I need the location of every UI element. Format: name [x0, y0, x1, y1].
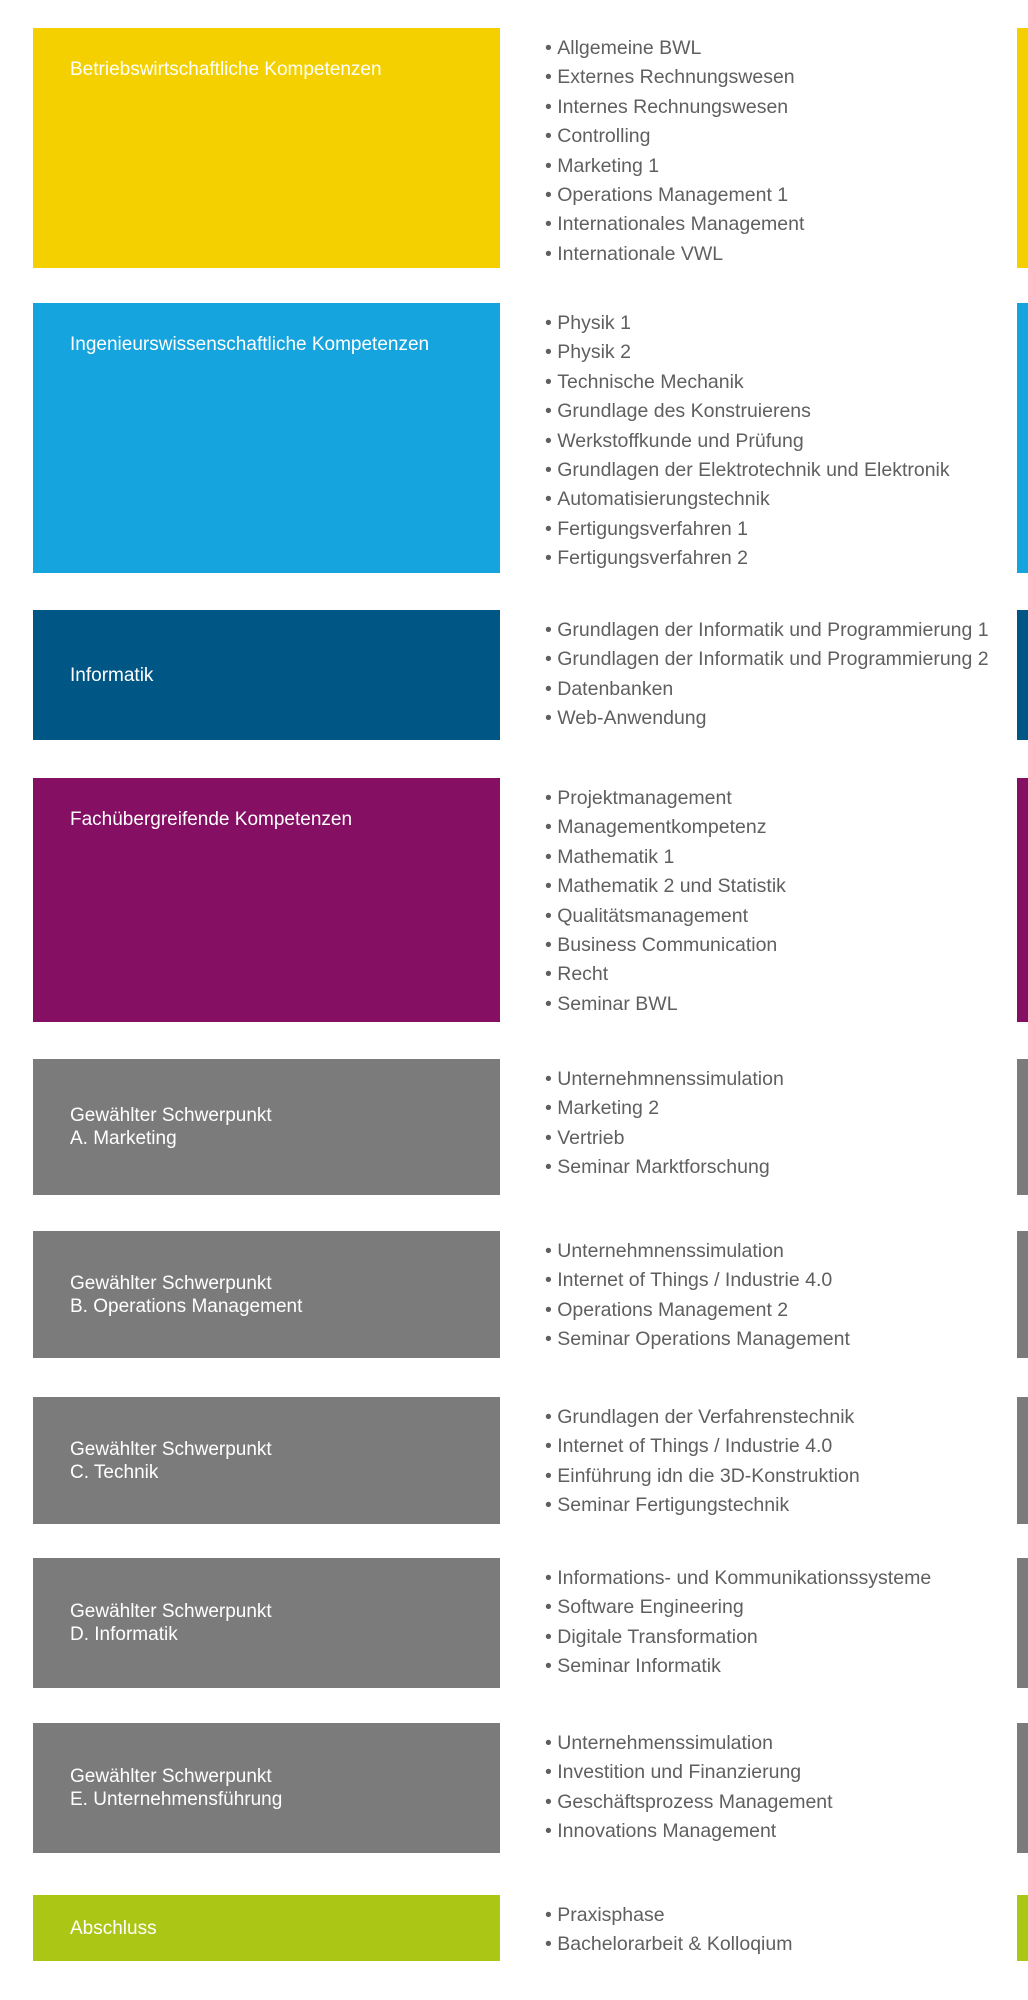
- module-group-title: Abschluss: [70, 1917, 157, 1939]
- edge-color-bar: [1017, 1558, 1028, 1688]
- module-item: • Investition und Finanzierung: [545, 1758, 833, 1787]
- module-item: • Software Engineering: [545, 1593, 931, 1622]
- module-item: • Mathematik 1: [545, 843, 786, 872]
- module-item: • Unternehmnenssimulation: [545, 1065, 784, 1094]
- module-item: • Seminar Marktforschung: [545, 1153, 784, 1182]
- module-item: • Business Communication: [545, 931, 786, 960]
- module-item: • Marketing 1: [545, 152, 804, 181]
- module-item: • Informations- und Kommunikationssysteme: [545, 1564, 931, 1593]
- module-group-title: Ingenieurswissenschaftliche Kompetenzen: [70, 334, 430, 355]
- module-item: • Seminar Fertigungstechnik: [545, 1491, 860, 1520]
- module-group-title: Betriebswirtschaftliche Kompetenzen: [70, 59, 382, 80]
- edge-color-bar: [1017, 610, 1028, 740]
- module-list: [545, 784, 786, 1019]
- module-item: • Controlling: [545, 122, 804, 151]
- module-item: • Technische Mechanik: [545, 368, 950, 397]
- edge-color-bar: [1017, 1397, 1028, 1524]
- module-list: [545, 1901, 792, 1960]
- edge-color-bar: [1017, 28, 1028, 268]
- edge-color-bar: [1017, 303, 1028, 573]
- module-group-box: [33, 28, 500, 268]
- module-item: • Praxisphase: [545, 1901, 792, 1930]
- module-item: • Grundlagen der Elektrotechnik und Elektronik: [545, 456, 950, 485]
- module-group-title: Gewählter Schwerpunkt B. Operations Management: [70, 1272, 303, 1317]
- edge-color-bar: [1017, 1059, 1028, 1195]
- module-group-box: [33, 1231, 500, 1358]
- module-item: • Marketing 2: [545, 1094, 784, 1123]
- module-item: • Grundlagen der Informatik und Programmierung 1: [545, 616, 989, 645]
- module-list: [545, 309, 950, 574]
- module-item: • Digitale Transformation: [545, 1623, 931, 1652]
- module-item: • Physik 1: [545, 309, 950, 338]
- module-group-title: Informatik: [70, 664, 154, 686]
- module-item: • Grundlagen der Informatik und Programmierung 2: [545, 645, 989, 674]
- module-item: • Operations Management 2: [545, 1296, 850, 1325]
- module-item: • Internet of Things / Industrie 4.0: [545, 1432, 860, 1461]
- module-group-box: [33, 1397, 500, 1524]
- module-group-box: [33, 1558, 500, 1688]
- module-item: • Internationales Management: [545, 210, 804, 239]
- module-list: [545, 34, 804, 269]
- module-list: [545, 1729, 833, 1847]
- module-item: • Bachelorarbeit & Kolloqium: [545, 1930, 792, 1959]
- module-list: [545, 1237, 850, 1355]
- module-item: • Unternehmenssimulation: [545, 1729, 833, 1758]
- module-item: • Unternehmnenssimulation: [545, 1237, 850, 1266]
- module-item: • Fertigungsverfahren 2: [545, 544, 950, 573]
- module-item: • Grundlagen der Verfahrenstechnik: [545, 1403, 860, 1432]
- module-item: • Recht: [545, 960, 786, 989]
- module-group-box: [33, 610, 500, 740]
- module-item: • Geschäftsprozess Management: [545, 1788, 833, 1817]
- module-item: • Seminar BWL: [545, 990, 786, 1019]
- module-item: • Fertigungsverfahren 1: [545, 515, 950, 544]
- module-item: • Seminar Operations Management: [545, 1325, 850, 1354]
- module-group-box: [33, 1059, 500, 1195]
- module-group-title: Gewählter Schwerpunkt C. Technik: [70, 1438, 272, 1483]
- module-group-title: Gewählter Schwerpunkt A. Marketing: [70, 1105, 272, 1149]
- module-item: • Vertrieb: [545, 1124, 784, 1153]
- module-item: • Managementkompetenz: [545, 813, 786, 842]
- module-group-box: [33, 778, 500, 1022]
- module-item: • Internet of Things / Industrie 4.0: [545, 1266, 850, 1295]
- module-item: • Physik 2: [545, 338, 950, 367]
- edge-color-bar: [1017, 1723, 1028, 1853]
- module-group-box: [33, 1723, 500, 1853]
- module-item: • Werkstoffkunde und Prüfung: [545, 427, 950, 456]
- module-item: • Innovations Management: [545, 1817, 833, 1846]
- module-item: • Operations Management 1: [545, 181, 804, 210]
- module-group-title: Fachübergreifende Kompetenzen: [70, 809, 353, 830]
- module-item: • Qualitätsmanagement: [545, 902, 786, 931]
- module-item: • Externes Rechnungswesen: [545, 63, 804, 92]
- module-item: • Einführung idn die 3D-Konstruktion: [545, 1462, 860, 1491]
- module-list: [545, 1564, 931, 1682]
- edge-color-bar: [1017, 1231, 1028, 1358]
- module-list: [545, 1065, 784, 1183]
- module-group-box: [33, 303, 500, 573]
- module-item: • Datenbanken: [545, 675, 989, 704]
- module-item: • Seminar Informatik: [545, 1652, 931, 1681]
- module-item: • Grundlage des Konstruierens: [545, 397, 950, 426]
- module-item: • Allgemeine BWL: [545, 34, 804, 63]
- module-item: • Projektmanagement: [545, 784, 786, 813]
- module-group-box: [33, 1895, 500, 1961]
- module-group-title: Gewählter Schwerpunkt E. Unternehmensführung: [70, 1766, 283, 1810]
- module-item: • Automatisierungstechnik: [545, 485, 950, 514]
- edge-color-bar: [1017, 778, 1028, 1022]
- module-item: • Internationale VWL: [545, 240, 804, 269]
- edge-color-bar: [1017, 1895, 1028, 1961]
- module-item: • Internes Rechnungswesen: [545, 93, 804, 122]
- module-list: [545, 1403, 860, 1521]
- module-item: • Web-Anwendung: [545, 704, 989, 733]
- module-list: [545, 616, 989, 734]
- module-group-title: Gewählter Schwerpunkt D. Informatik: [70, 1601, 272, 1645]
- module-item: • Mathematik 2 und Statistik: [545, 872, 786, 901]
